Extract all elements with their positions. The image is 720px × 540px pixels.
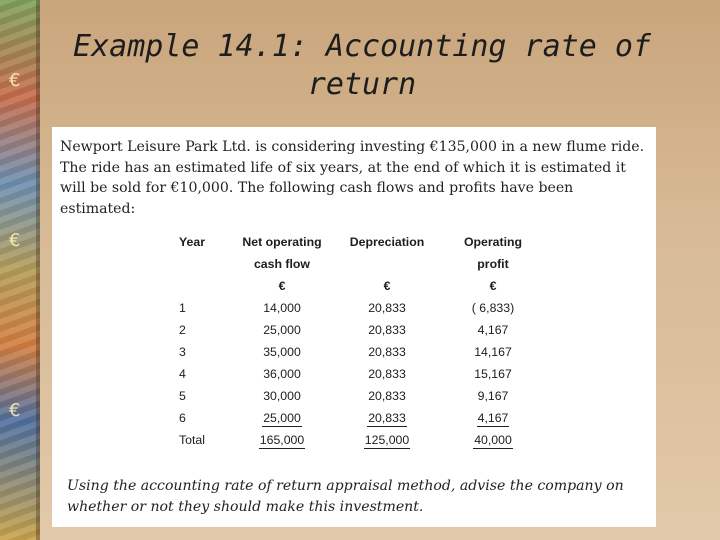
cell-year: 4 (179, 367, 186, 381)
cell-cash-flow (231, 407, 333, 429)
example-card (52, 127, 656, 527)
cell-depreciation: 20,833 (368, 367, 406, 381)
currency-blank (179, 275, 231, 297)
cell-profit: 9,167 (477, 389, 509, 403)
header-cash-flow: Net operating (242, 235, 322, 249)
total-row (179, 429, 545, 451)
header-profit-line2: profit (477, 257, 509, 271)
cell-value: 20,833 (368, 411, 406, 425)
table-row (179, 319, 545, 341)
currency-cash-flow: € (278, 279, 286, 293)
table-row (179, 385, 545, 407)
cell-year: 6 (179, 411, 186, 425)
cell-year: 5 (179, 389, 186, 403)
total-depreciation (333, 429, 441, 451)
banknote-decoration (0, 0, 40, 540)
cell-profit: 15,167 (474, 367, 512, 381)
intro-paragraph: Newport Leisure Park Ltd. is considering investing €135,000 in a new flume ride. The ride has an estimated life of six years, at the end of which it is estimated it will be sold for €10,000. The following cash flows and profits have been estimated: (60, 139, 645, 217)
total-profit (441, 429, 545, 451)
table-header-row (179, 253, 545, 275)
table-header-row (179, 231, 545, 253)
euro-sign-icon: € (9, 70, 21, 91)
cell-cash-flow: 30,000 (263, 389, 301, 403)
table-row (179, 341, 545, 363)
cell-cash-flow: 36,000 (263, 367, 301, 381)
cell-value: 25,000 (263, 411, 301, 425)
cell-depreciation: 20,833 (368, 301, 406, 315)
total-label: Total (179, 433, 205, 447)
slide-title: Example 14.1: Accounting rate of return (73, 29, 651, 102)
euro-sign-icon: € (9, 230, 21, 251)
cell-cash-flow: 25,000 (263, 323, 301, 337)
total-cash-flow (231, 429, 333, 451)
cell-profit: 14,167 (474, 345, 512, 359)
table-row (179, 363, 545, 385)
cash-flow-table (179, 231, 545, 451)
cell-profit (441, 407, 545, 429)
cell-value: 165,000 (259, 433, 305, 447)
header-cash-flow-line2: cash flow (253, 257, 311, 271)
question-paragraph: Using the accounting rate of return appraisal method, advise the company on whether or not they should make this investment. (67, 478, 624, 515)
cell-depreciation (333, 407, 441, 429)
currency-row (179, 275, 545, 297)
cell-profit: 4,167 (477, 323, 509, 337)
header-depreciation: Depreciation (349, 235, 425, 249)
currency-depreciation: € (383, 279, 391, 293)
header-year-blank (179, 253, 231, 275)
cell-value: 40,000 (474, 433, 512, 447)
euro-sign-icon: € (9, 400, 21, 421)
table-row (179, 297, 545, 319)
cell-depreciation: 20,833 (368, 389, 406, 403)
header-profit: Operating (463, 235, 523, 249)
cell-depreciation: 20,833 (368, 345, 406, 359)
header-depreciation-line2 (333, 253, 441, 275)
table-row (179, 407, 545, 429)
cell-cash-flow: 35,000 (263, 345, 301, 359)
cell-cash-flow: 14,000 (263, 301, 301, 315)
cell-value: 125,000 (364, 433, 410, 447)
cell-year: 3 (179, 345, 186, 359)
cell-value: 4,167 (477, 411, 509, 425)
cell-year: 2 (179, 323, 186, 337)
header-year: Year (179, 235, 205, 249)
cell-profit: ( 6,833) (471, 301, 515, 315)
cell-year: 1 (179, 301, 186, 315)
cell-depreciation: 20,833 (368, 323, 406, 337)
currency-profit: € (489, 279, 497, 293)
